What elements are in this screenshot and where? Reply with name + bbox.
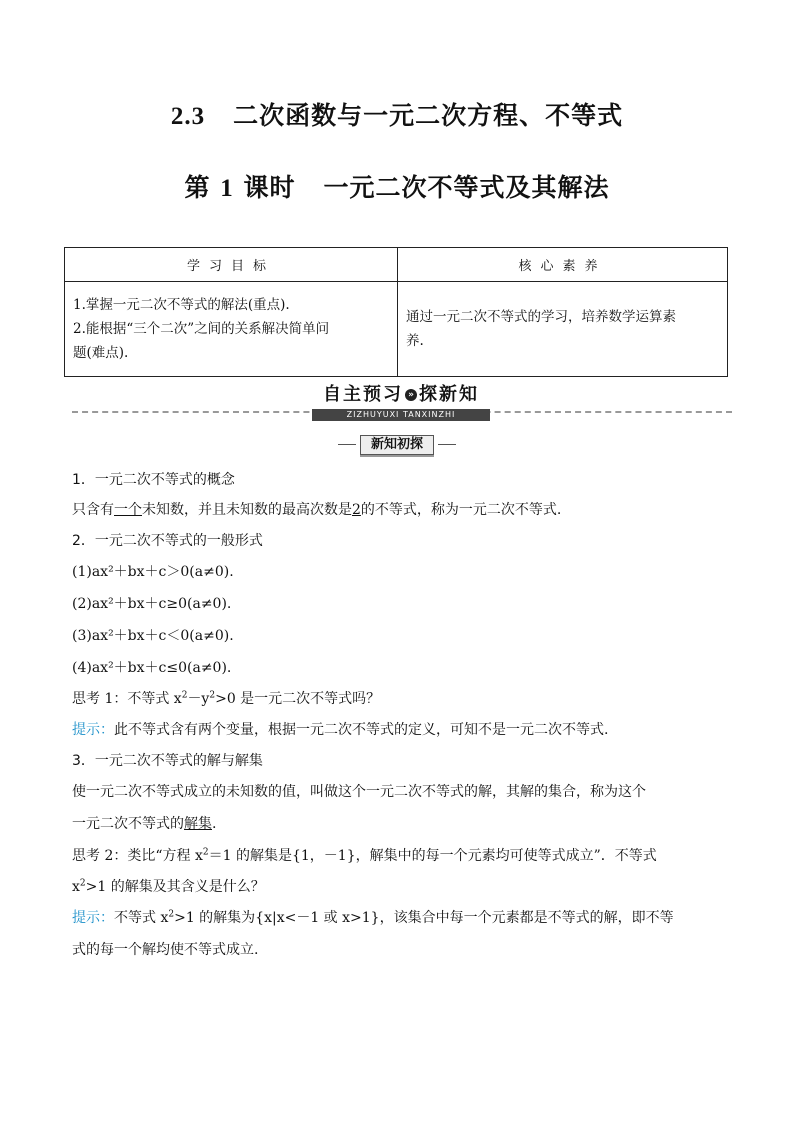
- paragraph-solution-2: [72, 813, 216, 833]
- goals-table-row: [65, 282, 728, 377]
- preview-banner: [72, 381, 732, 421]
- lesson-prefix: 第: [184, 173, 211, 202]
- lesson-suffix: 课时: [243, 173, 296, 202]
- banner-title: [309, 381, 493, 411]
- think-question-2-line-2: $x^2>1$ 的解集及其含义是什么？: [72, 878, 265, 895]
- competency-line-1: 通过一元二次不等式的学习，培养数学运算素: [406, 309, 676, 325]
- text-run: 未知数，并且未知数的最高次数是: [142, 502, 352, 518]
- lesson-title-text: 一元二次不等式及其解法: [323, 173, 610, 202]
- hint-2-line-2: 式的每一个解均使不等式成立.: [72, 942, 259, 958]
- text-run: 的不等式，称为一元二次不等式.: [360, 502, 562, 518]
- section-number: 2.3: [170, 103, 206, 130]
- heading-concept: 1．一元二次不等式的概念: [72, 472, 235, 488]
- competency-line-2: 养.: [406, 333, 424, 349]
- section-tag-label: 新知初探: [360, 435, 434, 455]
- think-question-1: 思考 1：不等式 $x^2-y^2>0$ 是一元二次不等式吗？: [72, 690, 381, 707]
- competency-cell: [398, 282, 728, 377]
- section-title: [0, 96, 794, 132]
- text-run: 不等式 x: [114, 910, 169, 926]
- tag-right-rule: [438, 444, 456, 445]
- hint-label: 提示：: [72, 910, 114, 926]
- formula-1: (1)ax²＋bx＋c＞0(a≠0).: [72, 564, 234, 580]
- section-tag: [342, 435, 452, 453]
- formula-2: (2)ax²＋bx＋c≥0(a≠0).: [72, 596, 232, 612]
- goals-cell: [65, 282, 398, 377]
- goals-table: [64, 247, 728, 377]
- text-run: 思考 1：不等式 x: [72, 691, 182, 707]
- lesson-number: 1: [220, 175, 234, 202]
- text-run: >0 是一元二次不等式吗？: [215, 691, 381, 707]
- text-run: 思考 2：类比“方程 x: [72, 848, 203, 864]
- hint-label: 提示：: [72, 722, 114, 738]
- underlined-answer: 解集: [184, 816, 212, 832]
- formula-3: (3)ax²＋bx＋c＜0(a≠0).: [72, 628, 234, 644]
- underlined-answer: 一个: [114, 502, 142, 518]
- paragraph-concept: [72, 499, 561, 519]
- text-run: >1 的解集及其含义是什么？: [85, 879, 265, 895]
- think-question-2-line-1: 思考 2：类比“方程 $x^2=1$ 的解集是{1，－1}，解集中的每一个元素均可使等式成立”．不等式: [72, 847, 657, 864]
- text-run: x: [72, 879, 80, 895]
- text-run: 一元二次不等式的: [72, 816, 184, 832]
- underlined-answer: 2: [352, 502, 361, 518]
- double-arrow-icon: »: [405, 389, 417, 401]
- goal-item-2: 2.能根据“三个二次”之间的关系解决简单问: [73, 321, 330, 337]
- text-run: ＝1 的解集是{1，－1}，解集中的每一个元素均可使等式成立”．不等式: [208, 848, 657, 864]
- goal-item-2-cont: 题(难点).: [73, 345, 129, 361]
- section-title-text: 二次函数与一元二次方程、不等式: [233, 101, 624, 130]
- heading-solution-set: 3．一元二次不等式的解与解集: [72, 753, 263, 769]
- text-run: －y: [187, 691, 210, 707]
- heading-general-form: 2．一元二次不等式的一般形式: [72, 533, 263, 549]
- competency-header: 核心素养: [398, 248, 728, 282]
- banner-pinyin: ZIZHUYUXI TANXINZHI: [312, 409, 490, 421]
- lesson-title: [0, 168, 794, 204]
- banner-right-text: 探新知: [419, 384, 479, 405]
- paragraph-solution-1: 使一元二次不等式成立的未知数的值，叫做这个一元二次不等式的解，其解的集合，称为这个: [72, 784, 646, 800]
- goal-item-1: 1.掌握一元二次不等式的解法(重点).: [73, 297, 290, 313]
- text-run: >1 的解集为{x|x<－1 或 x>1}，该集合中每一个元素都是不等式的解，即不等: [174, 910, 674, 926]
- formula-4: (4)ax²＋bx＋c≤0(a≠0).: [72, 660, 232, 676]
- goals-table-header-row: [65, 248, 728, 282]
- tag-left-rule: [338, 444, 356, 445]
- hint-2-line-1: 提示：不等式 $x^2>1$ 的解集为{x|x<－1 或 x>1}，该集合中每一个元素都是不等式的解，即不等: [72, 909, 674, 926]
- text-run: 只含有: [72, 502, 114, 518]
- goals-header: 学习目标: [65, 248, 398, 282]
- hint-text: 此不等式含有两个变量，根据一元二次不等式的定义，可知不是一元二次不等式.: [114, 722, 609, 738]
- text-run: .: [212, 816, 217, 832]
- hint-1: [72, 719, 608, 739]
- banner-left-text: 自主预习: [323, 384, 403, 405]
